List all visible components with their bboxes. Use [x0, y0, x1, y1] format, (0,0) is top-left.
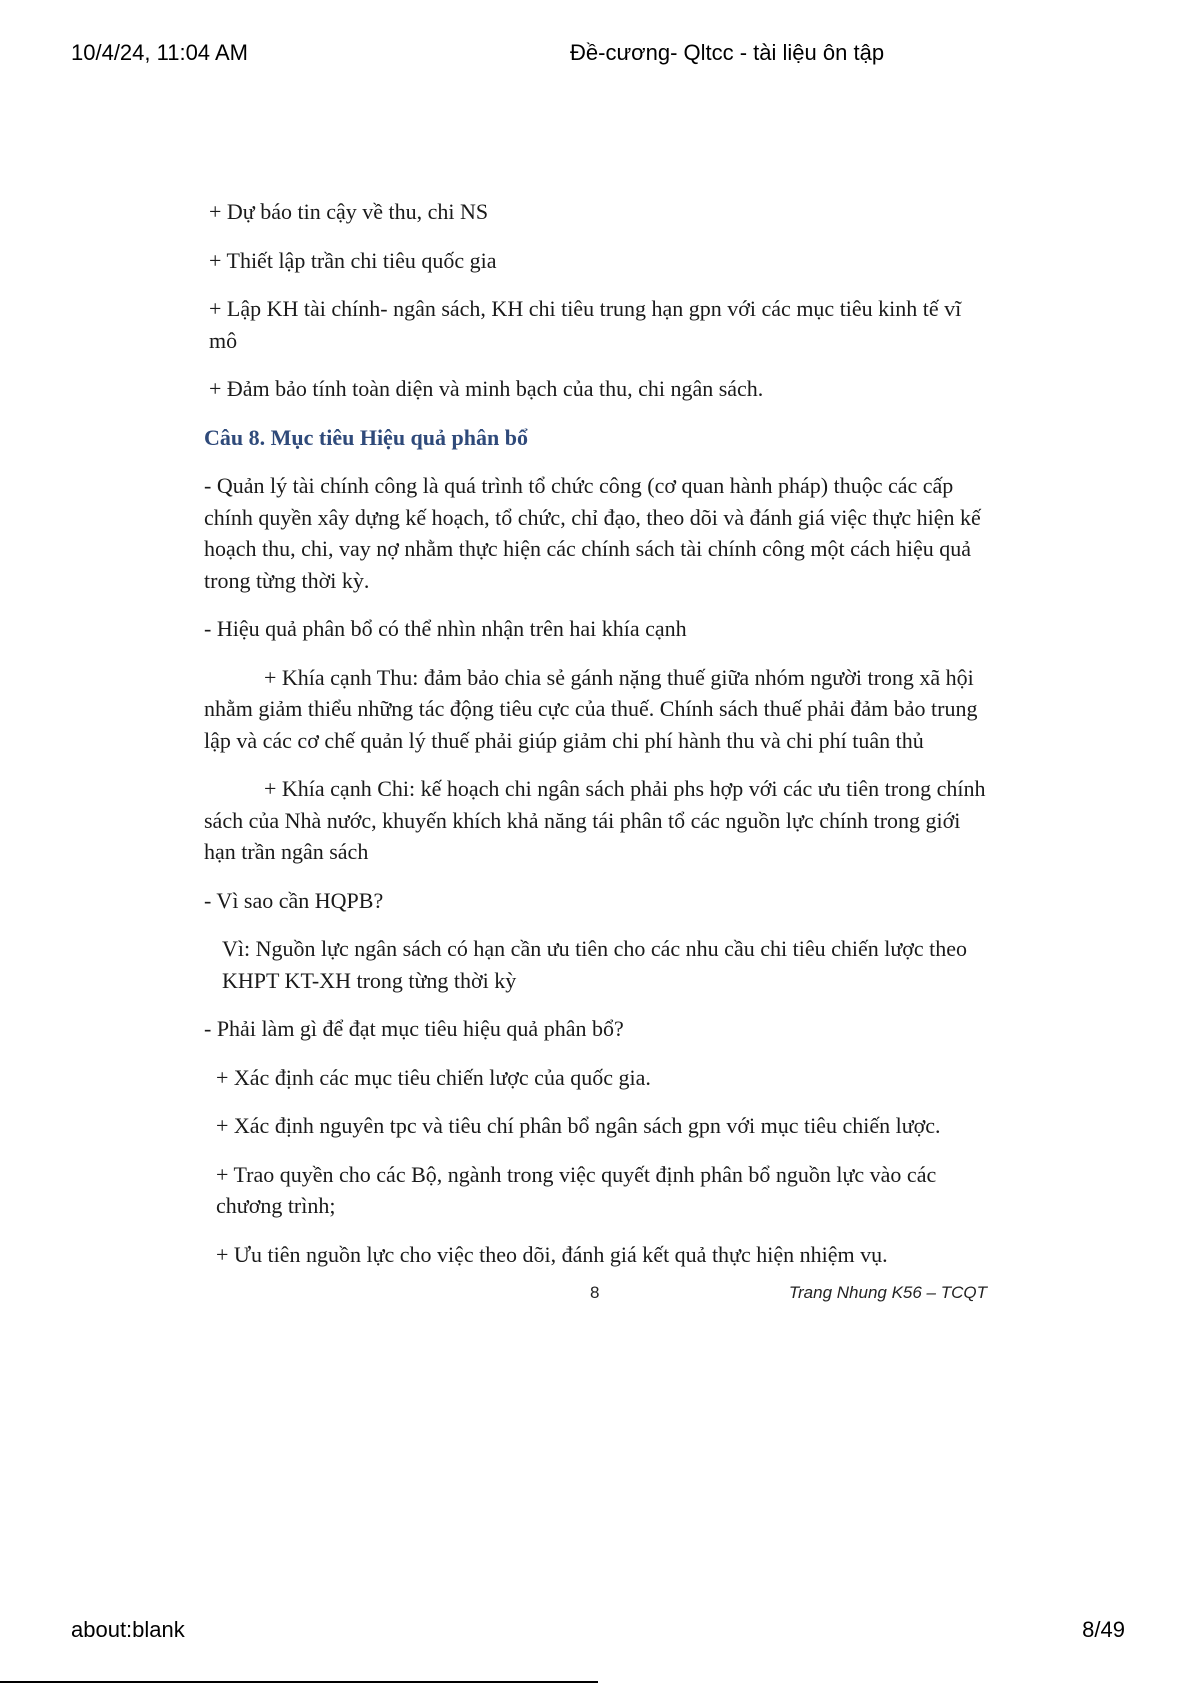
paragraph-expenditure-aspect: + Khía cạnh Chi: kế hoạch chi ngân sách phải phs hợp với các ưu tiên trong chính sách của Nhà nước, khuyến khích khả năng tái phân tổ các nguồn lực chính trong giới hạn trần ngân sách: [204, 776, 986, 864]
paragraph-why-answer: Vì: Nguồn lực ngân sách có hạn cần ưu tiên cho các nhu cầu chi tiêu chiến lược theo KHPT KT-XH trong từng thời kỳ: [222, 936, 968, 993]
bullet-forecast: + Dự báo tin cậy về thu, chi NS: [209, 199, 489, 224]
paragraph-two-aspects: - Hiệu quả phân bổ có thể nhìn nhận trên hai khía cạnh: [204, 616, 687, 641]
bullet-strategic-goals: + Xác định các mục tiêu chiến lược của quốc gia.: [216, 1064, 651, 1090]
bullet-monitoring: + Ưu tiên nguồn lực cho việc theo dõi, đánh giá kết quả thực hiện nhiệm vụ.: [216, 1241, 888, 1267]
document-body: [204, 196, 994, 1270]
print-header-title: Đề-cương- Qltcc - tài liệu ôn tập: [570, 40, 885, 65]
section-heading: Câu 8. Mục tiêu Hiệu quả phân bổ: [204, 424, 528, 450]
paragraph-how-question: - Phải làm gì để đạt mục tiêu hiệu quả phân bổ?: [204, 1016, 624, 1041]
bullet-allocation-criteria: + Xác định nguyên tpc và tiêu chí phân bổ ngân sách gpn với mục tiêu chiến lược.: [216, 1113, 941, 1138]
bullet-spending-ceiling: + Thiết lập trần chi tiêu quốc gia: [209, 247, 497, 273]
bottom-divider: [0, 1681, 598, 1683]
paragraph-definition: - Quản lý tài chính công là quá trình tổ chức công (cơ quan hành pháp) thuộc các cấp chính quyền xây dựng kế hoạch, tổ chức, chỉ đạo, theo dõi và đánh giá việc thực hiện kế hoạch thu, chi, vay nợ nhằm thực hiện các chính sách tài chính công một cách hiệu quả trong từng thời kỳ.: [204, 473, 981, 593]
print-header-datetime: 10/4/24, 11:04 AM: [71, 40, 248, 65]
document-author-footer: Trang Nhung K56 – TCQT: [788, 1283, 987, 1302]
bullet-transparency: + Đảm bảo tính toàn diện và minh bạch của thu, chi ngân sách.: [209, 376, 764, 401]
document-page-number: 8: [590, 1283, 600, 1302]
print-footer-page-count: 8/49: [1082, 1617, 1125, 1642]
paragraph-why-question: - Vì sao cần HQPB?: [204, 887, 384, 913]
bullet-empower-ministries: + Trao quyền cho các Bộ, ngành trong việc quyết định phân bổ nguồn lực vào các chương trình;: [216, 1161, 937, 1218]
paragraph-revenue-aspect: + Khía cạnh Thu: đảm bảo chia sẻ gánh nặng thuế giữa nhóm người trong xã hội nhằm giảm thiểu những tác động tiêu cực của thuế. Chính sách thuế phải đảm bảo trung lập và các cơ chế quản lý thuế phải giúp giảm chi phí hành thu và chi phí tuân thủ: [204, 664, 978, 753]
bullet-financial-plan: + Lập KH tài chính- ngân sách, KH chi tiêu trung hạn gpn với các mục tiêu kinh tế vĩ mô: [209, 296, 962, 353]
print-footer-url: about:blank: [71, 1617, 185, 1642]
